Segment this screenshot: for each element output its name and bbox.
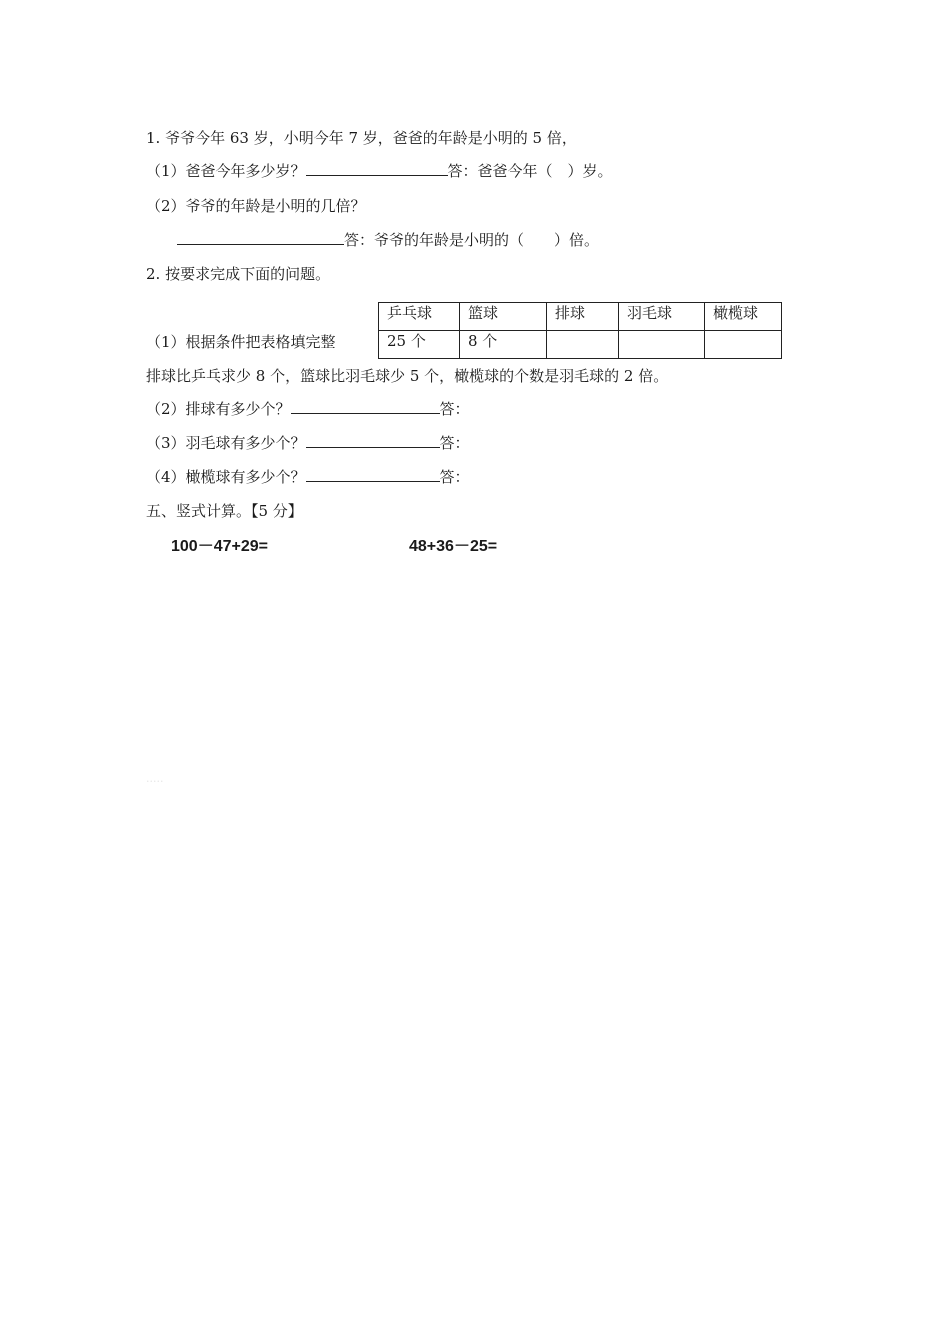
table-header-cell: 篮球 [460, 303, 547, 331]
q2-sub4-blank[interactable] [306, 467, 440, 482]
table-value-row [379, 331, 782, 359]
table-header-cell: 排球 [547, 303, 619, 331]
faint-footer-mark: ····· [146, 775, 164, 788]
q2-sub3-question: （3）羽毛球有多少个？ [146, 434, 306, 452]
table-value-cell: 25 个 [379, 331, 460, 359]
q2-sub3 [146, 433, 470, 453]
q2-sub2-answer: 答： [439, 400, 470, 418]
table-header-cell: 乒乓球 [379, 303, 460, 331]
q2-sub3-blank[interactable] [306, 433, 440, 448]
calc-expression-2: 48+36－25= [409, 538, 498, 555]
table-header-cell: 橄榄球 [705, 303, 782, 331]
ball-count-table [378, 302, 782, 359]
q2-sub3-answer: 答： [439, 434, 470, 452]
q1-sub1-question: （1）爸爸今年多少岁？ [146, 162, 306, 180]
table-value-cell[interactable] [619, 331, 705, 359]
calc-expression-1: 100－47+29= [171, 538, 268, 555]
q2-sub2 [146, 399, 470, 419]
q1-sub1 [146, 161, 613, 181]
q1-sub2-question: （2）爷爷的年龄是小明的几倍？ [146, 197, 366, 215]
q1-stem: 1. 爷爷今年 63 岁，小明今年 7 岁，爸爸的年龄是小明的 5 倍， [146, 129, 577, 147]
q2-sub4-answer: 答： [439, 468, 470, 486]
q2-stem: 2. 按要求完成下面的问题。 [146, 265, 331, 283]
section5-title: 五、竖式计算。【5 分】 [146, 502, 303, 520]
q1-sub1-blank[interactable] [306, 161, 448, 176]
q1-sub2-blank[interactable] [177, 230, 344, 245]
q2-sub1-label: （1）根据条件把表格填完整 [146, 333, 336, 351]
q2-sub2-blank[interactable] [291, 399, 440, 414]
q1-sub2-answer-line [177, 230, 599, 250]
table-header-cell: 羽毛球 [619, 303, 705, 331]
q2-condition: 排球比乒乓求少 8 个，篮球比羽毛球少 5 个，橄榄球的个数是羽毛球的 2 倍。 [146, 367, 669, 385]
table-header-row [379, 303, 782, 331]
table-value-cell[interactable] [547, 331, 619, 359]
table-value-cell[interactable] [705, 331, 782, 359]
q2-sub2-question: （2）排球有多少个？ [146, 400, 291, 418]
q1-sub1-answer: 答：爸爸今年（ ）岁。 [447, 162, 613, 180]
q2-sub4-question: （4）橄榄球有多少个？ [146, 468, 306, 486]
q1-sub2-answer: 答：爷爷的年龄是小明的（ ）倍。 [344, 231, 600, 249]
q2-sub4 [146, 467, 470, 487]
table-value-cell: 8 个 [460, 331, 547, 359]
